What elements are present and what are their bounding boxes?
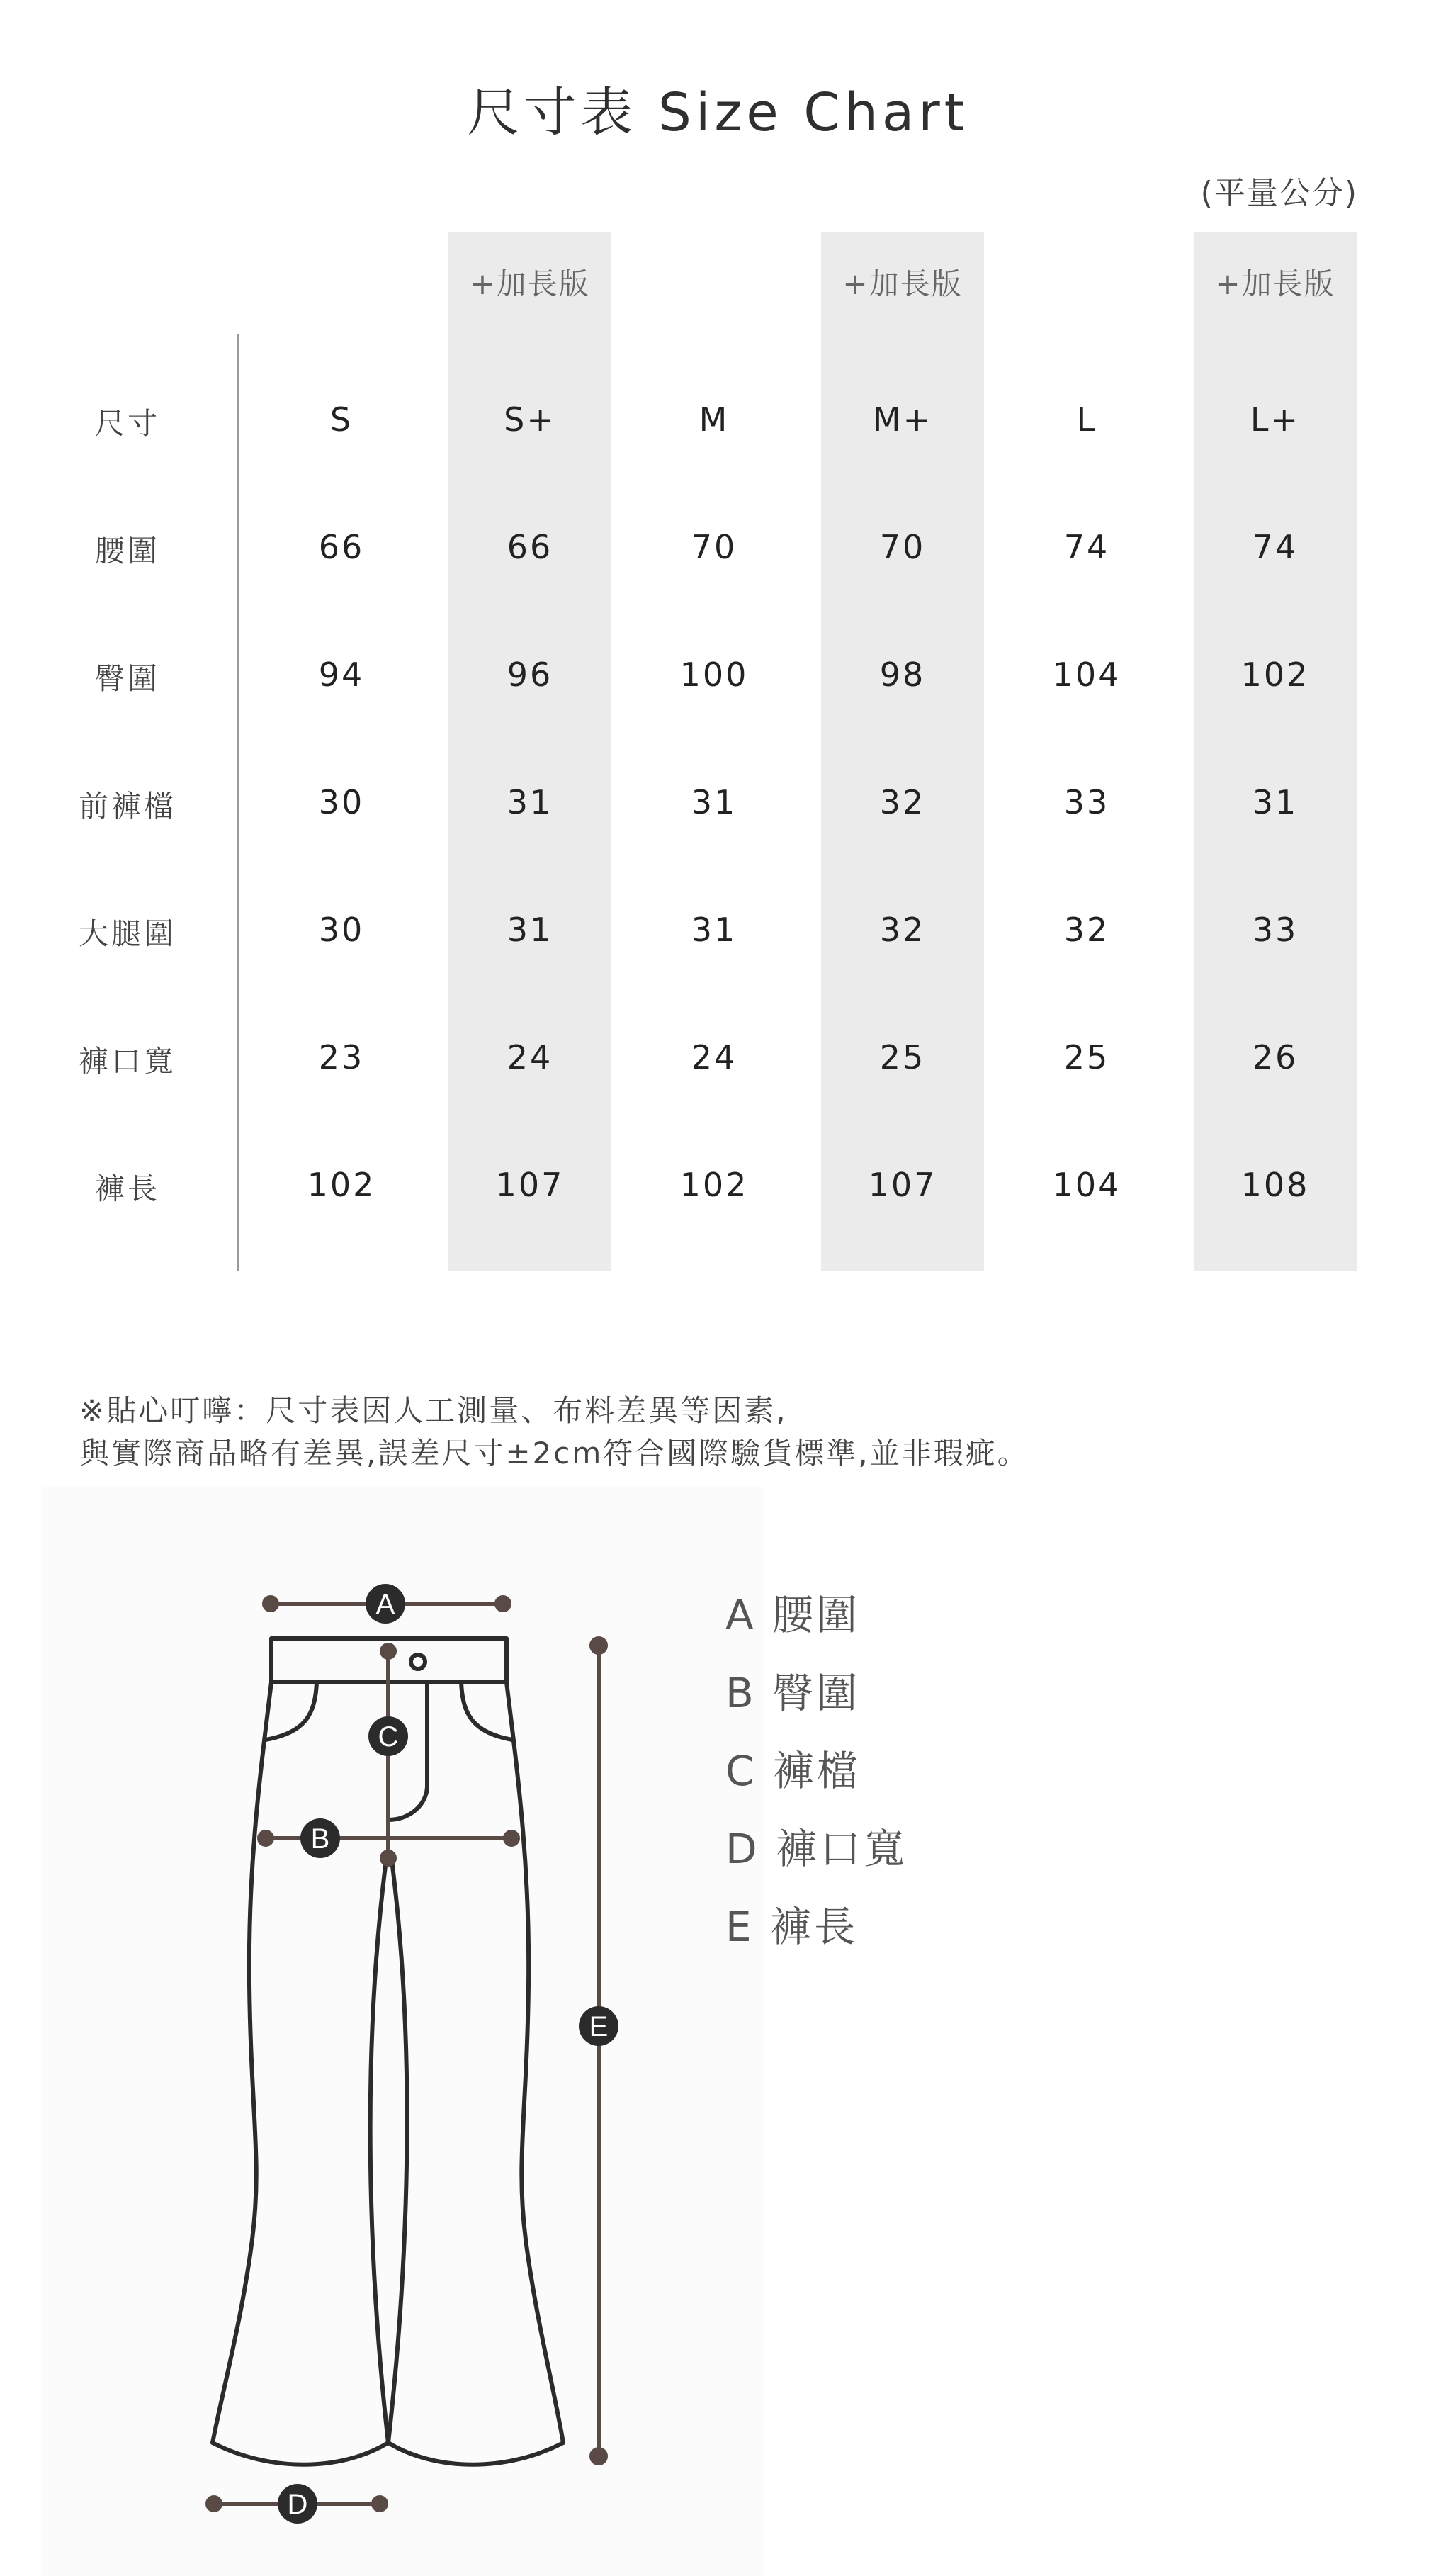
- size-header-cell: M: [699, 400, 730, 439]
- right-leg-outline: [507, 1682, 563, 2443]
- row-label: 褲口寬: [78, 1044, 176, 1079]
- measure-end-d-right: [373, 2497, 386, 2510]
- button-icon: [411, 1655, 425, 1669]
- table-cell: 74: [1063, 528, 1110, 566]
- legend-item-e: [725, 1894, 858, 1953]
- size-header-cell: S: [329, 400, 354, 439]
- table-cell: 31: [691, 911, 737, 949]
- legend-letter: A: [725, 1591, 757, 1639]
- row-label: 腰圍: [94, 534, 160, 568]
- table-cell: 25: [879, 1038, 926, 1076]
- table-cell: 94: [318, 656, 365, 694]
- badge-e-text: E: [589, 2011, 609, 2042]
- left-pocket-outline: [266, 1682, 317, 1740]
- table-cell: 70: [691, 528, 737, 566]
- left-inseam-outline: [371, 1860, 388, 2443]
- extended-label-m-plus: +加長版: [842, 266, 963, 301]
- table-cell: 31: [691, 783, 737, 821]
- legend-letter: B: [725, 1669, 757, 1717]
- legend-text: 褲口寬: [776, 1825, 908, 1873]
- extended-label-s-plus: +加長版: [470, 266, 590, 301]
- legend-item-c: [725, 1738, 861, 1797]
- row-label-size: 尺寸: [94, 406, 160, 441]
- extended-label-l-plus: +加長版: [1215, 266, 1335, 301]
- table-cell: 102: [679, 1166, 749, 1204]
- legend-item-a: [725, 1582, 860, 1641]
- note-line-2: 與實際商品略有差異,誤差尺寸±2cm符合國際驗貨標準,並非瑕疵。: [79, 1436, 1029, 1470]
- legend-letter: D: [725, 1825, 760, 1873]
- measure-end-a-right: [497, 1597, 509, 1610]
- table-cell: 33: [1252, 911, 1299, 949]
- size-header-cell: S+: [504, 400, 556, 439]
- table-cell: 70: [879, 528, 926, 566]
- legend-text: 褲檔: [772, 1747, 861, 1795]
- table-cell: 102: [1240, 656, 1310, 694]
- measure-end-e-bottom: [592, 2449, 606, 2463]
- table-cell: 104: [1052, 1166, 1121, 1204]
- table-cell: 108: [1240, 1166, 1310, 1204]
- badge-b-text: B: [310, 1823, 330, 1855]
- table-cell: 66: [507, 528, 553, 566]
- measure-end-a-left: [264, 1597, 277, 1610]
- right-hem-outline: [388, 2443, 563, 2465]
- measure-end-c-top: [382, 1645, 395, 1658]
- measure-end-e-top: [592, 1638, 606, 1653]
- legend-text: 腰圍: [772, 1591, 861, 1639]
- note-line-1: ※貼心叮嚀：尺寸表因人工測量、布料差異等因素,: [79, 1393, 788, 1428]
- table-cell: 102: [307, 1166, 376, 1204]
- size-header-cell: L: [1076, 400, 1097, 439]
- badge-c-text: C: [378, 1721, 399, 1753]
- row-label: 大腿圍: [78, 916, 176, 951]
- table-cell: 31: [507, 911, 553, 949]
- row-label: 臀圍: [94, 661, 160, 696]
- badge-d-text: D: [287, 2489, 308, 2520]
- table-cell: 32: [879, 783, 926, 821]
- table-cell: 96: [507, 656, 553, 694]
- table-cell: 30: [318, 911, 365, 949]
- table-cell: 33: [1063, 783, 1110, 821]
- measure-end-d-left: [208, 2497, 220, 2510]
- size-header-cell: L+: [1250, 400, 1301, 439]
- table-cell: 107: [495, 1166, 565, 1204]
- table-cell: 98: [879, 656, 926, 694]
- table-cell: 66: [318, 528, 365, 566]
- table-cell: 32: [1063, 911, 1110, 949]
- legend-item-b: [725, 1660, 860, 1719]
- left-hem-outline: [213, 2443, 388, 2465]
- table-cell: 31: [507, 783, 553, 821]
- table-cell: 26: [1252, 1038, 1299, 1076]
- badge-a-text: A: [375, 1589, 395, 1620]
- table-cell: 104: [1052, 656, 1121, 694]
- right-pocket-outline: [461, 1682, 512, 1740]
- legend-letter: C: [725, 1747, 757, 1795]
- left-leg-outline: [213, 1682, 271, 2443]
- table-cell: 107: [868, 1166, 937, 1204]
- unit-label: (平量公分): [1200, 175, 1358, 211]
- table-cell: 23: [318, 1038, 365, 1076]
- table-cell: 74: [1252, 528, 1299, 566]
- measure-end-c-bottom: [382, 1852, 395, 1864]
- page-title: 尺寸表 Size Chart: [467, 82, 969, 143]
- table-cell: 24: [507, 1038, 553, 1076]
- table-cell: 100: [679, 656, 749, 694]
- measure-end-b-left: [259, 1832, 272, 1845]
- table-cell: 31: [1252, 783, 1299, 821]
- table-cell: 32: [879, 911, 926, 949]
- table-cell: 25: [1063, 1038, 1110, 1076]
- legend-letter: E: [725, 1903, 754, 1951]
- table-cell: 30: [318, 783, 365, 821]
- row-label: 褲長: [94, 1171, 160, 1206]
- right-inseam-outline: [388, 1860, 407, 2443]
- legend-text: 褲長: [770, 1903, 859, 1951]
- table-cell: 24: [691, 1038, 737, 1076]
- legend-item-d: [725, 1816, 908, 1875]
- size-header-cell: M+: [872, 400, 933, 439]
- row-label: 前褲檔: [78, 789, 176, 823]
- legend-text: 臀圍: [772, 1669, 861, 1717]
- measure-end-b-right: [505, 1832, 518, 1845]
